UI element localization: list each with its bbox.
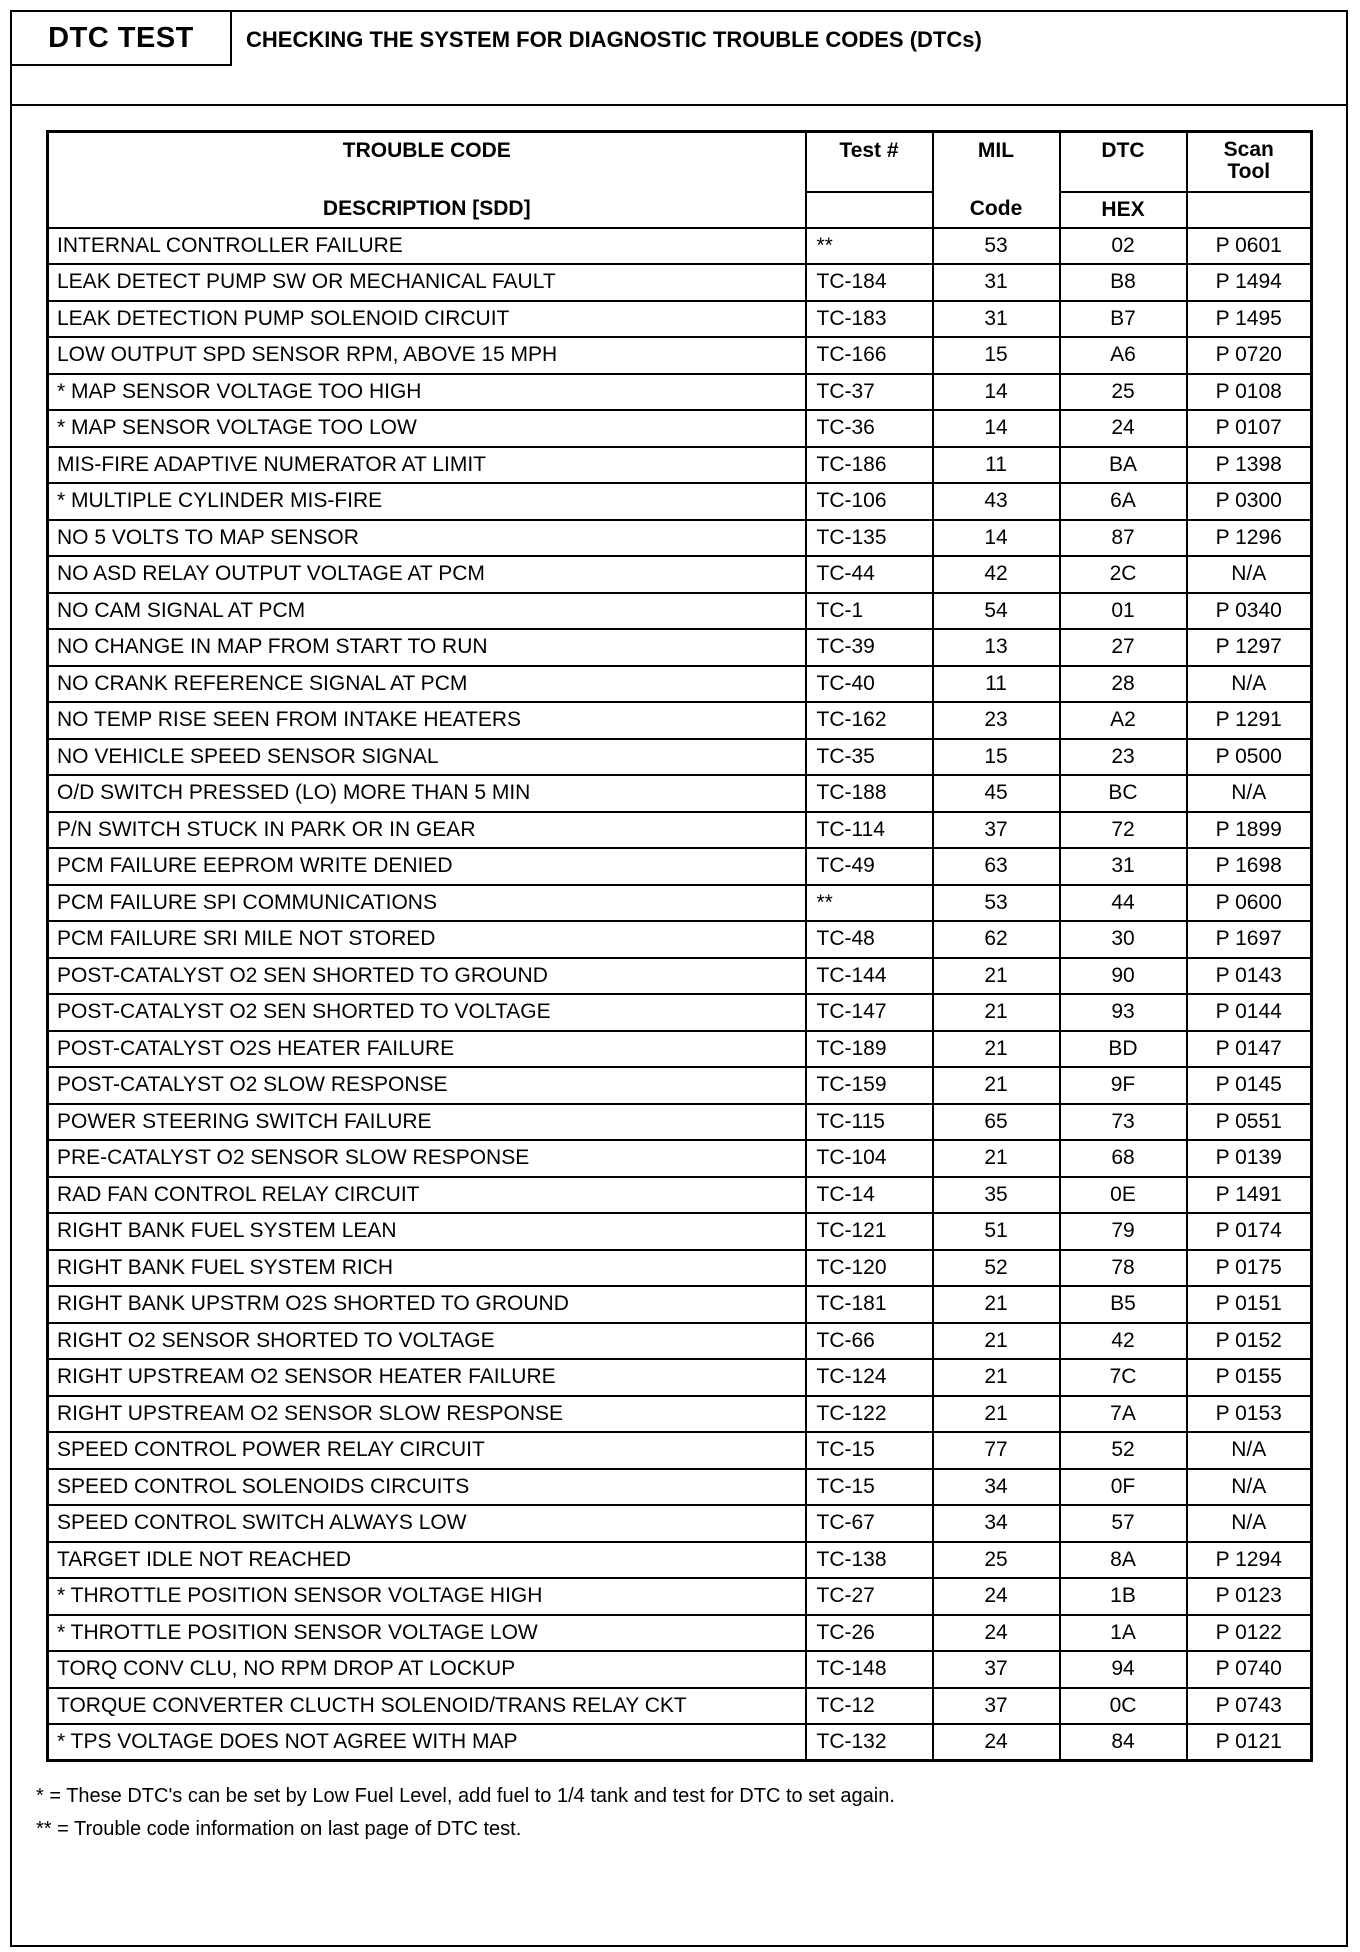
cell-dtc-hex: 44 (1060, 885, 1187, 922)
cell-dtc-hex: B7 (1060, 301, 1187, 338)
cell-test-number: TC-104 (806, 1140, 933, 1177)
cell-scan-tool: P 0108 (1187, 374, 1312, 411)
cell-mil-code: 52 (933, 1250, 1060, 1287)
cell-scan-tool: N/A (1187, 775, 1312, 812)
table-row (48, 1505, 1312, 1542)
cell-scan-tool: P 0600 (1187, 885, 1312, 922)
cell-scan-tool: P 0152 (1187, 1323, 1312, 1360)
cell-scan-tool: P 0107 (1187, 410, 1312, 447)
table-row (48, 1177, 1312, 1214)
cell-scan-tool: P 0740 (1187, 1651, 1312, 1688)
cell-description: PCM FAILURE EEPROM WRITE DENIED (48, 848, 806, 885)
cell-mil-code: 45 (933, 775, 1060, 812)
cell-mil-code: 37 (933, 1651, 1060, 1688)
cell-mil-code: 21 (933, 1396, 1060, 1433)
cell-mil-code: 35 (933, 1177, 1060, 1214)
cell-mil-code: 21 (933, 1286, 1060, 1323)
cell-test-number: TC-135 (806, 520, 933, 557)
cell-mil-code: 21 (933, 1067, 1060, 1104)
cell-test-number: TC-144 (806, 958, 933, 995)
cell-test-number: TC-12 (806, 1688, 933, 1725)
cell-description: POWER STEERING SWITCH FAILURE (48, 1104, 806, 1141)
cell-mil-code: 14 (933, 520, 1060, 557)
cell-mil-code: 11 (933, 447, 1060, 484)
table-row (48, 1432, 1312, 1469)
cell-mil-code: 21 (933, 958, 1060, 995)
cell-scan-tool: P 1291 (1187, 702, 1312, 739)
cell-description: PRE-CATALYST O2 SENSOR SLOW RESPONSE (48, 1140, 806, 1177)
cell-description: SPEED CONTROL SOLENOIDS CIRCUITS (48, 1469, 806, 1506)
cell-description: NO CHANGE IN MAP FROM START TO RUN (48, 629, 806, 666)
table-row (48, 1104, 1312, 1141)
cell-mil-code: 63 (933, 848, 1060, 885)
table-row (48, 1286, 1312, 1323)
table-row (48, 264, 1312, 301)
cell-mil-code: 13 (933, 629, 1060, 666)
cell-test-number: TC-106 (806, 483, 933, 520)
cell-scan-tool: N/A (1187, 666, 1312, 703)
cell-mil-code: 15 (933, 739, 1060, 776)
cell-dtc-hex: 7C (1060, 1359, 1187, 1396)
cell-dtc-hex: B5 (1060, 1286, 1187, 1323)
table-row (48, 1396, 1312, 1433)
cell-description: * THROTTLE POSITION SENSOR VOLTAGE LOW (48, 1615, 806, 1652)
cell-description: TARGET IDLE NOT REACHED (48, 1542, 806, 1579)
cell-dtc-hex: 28 (1060, 666, 1187, 703)
header-test-blank (806, 192, 933, 228)
cell-scan-tool: N/A (1187, 1505, 1312, 1542)
cell-description: * THROTTLE POSITION SENSOR VOLTAGE HIGH (48, 1578, 806, 1615)
table-row (48, 228, 1312, 265)
cell-description: RIGHT UPSTREAM O2 SENSOR HEATER FAILURE (48, 1359, 806, 1396)
header-description: DESCRIPTION [SDD] (48, 192, 806, 228)
table-row (48, 1250, 1312, 1287)
table-row (48, 1067, 1312, 1104)
cell-description: PCM FAILURE SRI MILE NOT STORED (48, 921, 806, 958)
dtc-table-body (48, 228, 1312, 1761)
cell-mil-code: 24 (933, 1724, 1060, 1761)
cell-test-number: TC-120 (806, 1250, 933, 1287)
cell-test-number: TC-148 (806, 1651, 933, 1688)
cell-description: RIGHT UPSTREAM O2 SENSOR SLOW RESPONSE (48, 1396, 806, 1433)
header-scan-line1: Scan (1223, 138, 1274, 161)
cell-description: POST-CATALYST O2S HEATER FAILURE (48, 1031, 806, 1068)
cell-dtc-hex: BD (1060, 1031, 1187, 1068)
cell-test-number: TC-14 (806, 1177, 933, 1214)
cell-description: * TPS VOLTAGE DOES NOT AGREE WITH MAP (48, 1724, 806, 1761)
dtc-table-container (46, 130, 1310, 1762)
cell-scan-tool: P 0175 (1187, 1250, 1312, 1287)
table-row (48, 994, 1312, 1031)
cell-dtc-hex: 57 (1060, 1505, 1187, 1542)
table-row (48, 629, 1312, 666)
table-row (48, 1469, 1312, 1506)
cell-scan-tool: P 0143 (1187, 958, 1312, 995)
cell-test-number: TC-67 (806, 1505, 933, 1542)
cell-mil-code: 37 (933, 812, 1060, 849)
cell-dtc-hex: 84 (1060, 1724, 1187, 1761)
cell-scan-tool: P 1398 (1187, 447, 1312, 484)
cell-mil-code: 25 (933, 1542, 1060, 1579)
table-row (48, 1359, 1312, 1396)
table-row (48, 1688, 1312, 1725)
cell-scan-tool: P 0147 (1187, 1031, 1312, 1068)
table-row (48, 447, 1312, 484)
cell-test-number: TC-147 (806, 994, 933, 1031)
cell-description: LEAK DETECTION PUMP SOLENOID CIRCUIT (48, 301, 806, 338)
cell-scan-tool: P 0139 (1187, 1140, 1312, 1177)
cell-scan-tool: P 0720 (1187, 337, 1312, 374)
cell-description: RIGHT BANK UPSTRM O2S SHORTED TO GROUND (48, 1286, 806, 1323)
table-row (48, 775, 1312, 812)
cell-scan-tool: P 0743 (1187, 1688, 1312, 1725)
cell-mil-code: 21 (933, 1031, 1060, 1068)
cell-description: NO TEMP RISE SEEN FROM INTAKE HEATERS (48, 702, 806, 739)
cell-test-number: TC-66 (806, 1323, 933, 1360)
header-hex: HEX (1060, 192, 1187, 228)
cell-dtc-hex: 42 (1060, 1323, 1187, 1360)
table-row (48, 593, 1312, 630)
cell-test-number: TC-37 (806, 374, 933, 411)
table-row (48, 1651, 1312, 1688)
header-scan-blank (1187, 192, 1312, 228)
cell-dtc-hex: 27 (1060, 629, 1187, 666)
cell-description: RIGHT BANK FUEL SYSTEM LEAN (48, 1213, 806, 1250)
cell-dtc-hex: 72 (1060, 812, 1187, 849)
table-row (48, 848, 1312, 885)
cell-scan-tool: P 1296 (1187, 520, 1312, 557)
cell-description: LEAK DETECT PUMP SW OR MECHANICAL FAULT (48, 264, 806, 301)
cell-scan-tool: P 1491 (1187, 1177, 1312, 1214)
cell-dtc-hex: A6 (1060, 337, 1187, 374)
cell-description: NO 5 VOLTS TO MAP SENSOR (48, 520, 806, 557)
cell-scan-tool: P 0145 (1187, 1067, 1312, 1104)
table-row (48, 556, 1312, 593)
cell-dtc-hex: 78 (1060, 1250, 1187, 1287)
cell-dtc-hex: 73 (1060, 1104, 1187, 1141)
cell-description: SPEED CONTROL POWER RELAY CIRCUIT (48, 1432, 806, 1469)
footnote-double-star: ** = Trouble code information on last page of DTC test. (36, 1818, 522, 1840)
cell-description: NO ASD RELAY OUTPUT VOLTAGE AT PCM (48, 556, 806, 593)
cell-mil-code: 62 (933, 921, 1060, 958)
cell-test-number: TC-49 (806, 848, 933, 885)
cell-description: RAD FAN CONTROL RELAY CIRCUIT (48, 1177, 806, 1214)
cell-description: P/N SWITCH STUCK IN PARK OR IN GEAR (48, 812, 806, 849)
cell-test-number: TC-115 (806, 1104, 933, 1141)
section-label: DTC TEST (10, 10, 232, 66)
cell-test-number: TC-189 (806, 1031, 933, 1068)
cell-scan-tool: P 1698 (1187, 848, 1312, 885)
table-row (48, 520, 1312, 557)
cell-dtc-hex: 02 (1060, 228, 1187, 265)
cell-dtc-hex: 0F (1060, 1469, 1187, 1506)
cell-description: RIGHT BANK FUEL SYSTEM RICH (48, 1250, 806, 1287)
cell-scan-tool: N/A (1187, 1432, 1312, 1469)
table-row (48, 885, 1312, 922)
cell-description: MIS-FIRE ADAPTIVE NUMERATOR AT LIMIT (48, 447, 806, 484)
cell-dtc-hex: 94 (1060, 1651, 1187, 1688)
cell-mil-code: 14 (933, 374, 1060, 411)
cell-mil-code: 21 (933, 1140, 1060, 1177)
cell-description: * MULTIPLE CYLINDER MIS-FIRE (48, 483, 806, 520)
cell-description: * MAP SENSOR VOLTAGE TOO HIGH (48, 374, 806, 411)
cell-mil-code: 21 (933, 994, 1060, 1031)
cell-test-number: TC-121 (806, 1213, 933, 1250)
cell-scan-tool: P 1297 (1187, 629, 1312, 666)
cell-test-number: ** (806, 885, 933, 922)
table-row (48, 1542, 1312, 1579)
cell-mil-code: 31 (933, 301, 1060, 338)
cell-test-number: TC-114 (806, 812, 933, 849)
cell-test-number: TC-162 (806, 702, 933, 739)
cell-test-number: TC-184 (806, 264, 933, 301)
cell-scan-tool: P 0151 (1187, 1286, 1312, 1323)
table-row (48, 337, 1312, 374)
cell-mil-code: 24 (933, 1578, 1060, 1615)
cell-test-number: TC-183 (806, 301, 933, 338)
table-row (48, 812, 1312, 849)
table-row (48, 739, 1312, 776)
cell-test-number: TC-15 (806, 1432, 933, 1469)
header-mil-code: Code (933, 192, 1060, 228)
cell-test-number: TC-36 (806, 410, 933, 447)
cell-dtc-hex: BA (1060, 447, 1187, 484)
dtc-table (46, 130, 1313, 1762)
cell-description: PCM FAILURE SPI COMMUNICATIONS (48, 885, 806, 922)
cell-scan-tool: P 0601 (1187, 228, 1312, 265)
cell-scan-tool: P 0123 (1187, 1578, 1312, 1615)
cell-dtc-hex: A2 (1060, 702, 1187, 739)
header-mil: MIL (933, 132, 1060, 192)
table-row (48, 1578, 1312, 1615)
cell-description: NO CAM SIGNAL AT PCM (48, 593, 806, 630)
cell-dtc-hex: 6A (1060, 483, 1187, 520)
cell-scan-tool: P 0122 (1187, 1615, 1312, 1652)
cell-dtc-hex: 68 (1060, 1140, 1187, 1177)
cell-scan-tool: P 0144 (1187, 994, 1312, 1031)
table-row (48, 666, 1312, 703)
cell-mil-code: 21 (933, 1323, 1060, 1360)
cell-scan-tool: P 0300 (1187, 483, 1312, 520)
footnotes (36, 1780, 1296, 1846)
cell-description: TORQUE CONVERTER CLUCTH SOLENOID/TRANS RELAY CKT (48, 1688, 806, 1725)
cell-mil-code: 53 (933, 228, 1060, 265)
cell-scan-tool: N/A (1187, 1469, 1312, 1506)
cell-mil-code: 65 (933, 1104, 1060, 1141)
cell-test-number: TC-1 (806, 593, 933, 630)
cell-mil-code: 43 (933, 483, 1060, 520)
cell-mil-code: 21 (933, 1359, 1060, 1396)
cell-mil-code: 24 (933, 1615, 1060, 1652)
cell-test-number: TC-186 (806, 447, 933, 484)
cell-description: * MAP SENSOR VOLTAGE TOO LOW (48, 410, 806, 447)
table-row (48, 921, 1312, 958)
table-row (48, 1031, 1312, 1068)
table-row (48, 1323, 1312, 1360)
cell-dtc-hex: 1A (1060, 1615, 1187, 1652)
table-row (48, 702, 1312, 739)
cell-mil-code: 23 (933, 702, 1060, 739)
cell-scan-tool: P 0551 (1187, 1104, 1312, 1141)
table-row (48, 1615, 1312, 1652)
cell-dtc-hex: 79 (1060, 1213, 1187, 1250)
table-row (48, 1213, 1312, 1250)
cell-scan-tool: P 0153 (1187, 1396, 1312, 1433)
table-row (48, 483, 1312, 520)
cell-test-number: ** (806, 228, 933, 265)
cell-scan-tool: P 0340 (1187, 593, 1312, 630)
cell-description: NO CRANK REFERENCE SIGNAL AT PCM (48, 666, 806, 703)
cell-scan-tool: P 1294 (1187, 1542, 1312, 1579)
cell-mil-code: 34 (933, 1469, 1060, 1506)
cell-test-number: TC-44 (806, 556, 933, 593)
cell-dtc-hex: 31 (1060, 848, 1187, 885)
cell-description: NO VEHICLE SPEED SENSOR SIGNAL (48, 739, 806, 776)
table-row (48, 958, 1312, 995)
cell-test-number: TC-138 (806, 1542, 933, 1579)
table-row (48, 1724, 1312, 1761)
cell-test-number: TC-48 (806, 921, 933, 958)
cell-dtc-hex: BC (1060, 775, 1187, 812)
cell-test-number: TC-124 (806, 1359, 933, 1396)
cell-dtc-hex: 7A (1060, 1396, 1187, 1433)
cell-scan-tool: P 1899 (1187, 812, 1312, 849)
cell-test-number: TC-15 (806, 1469, 933, 1506)
cell-description: POST-CATALYST O2 SEN SHORTED TO GROUND (48, 958, 806, 995)
cell-mil-code: 37 (933, 1688, 1060, 1725)
cell-mil-code: 53 (933, 885, 1060, 922)
cell-dtc-hex: 25 (1060, 374, 1187, 411)
cell-dtc-hex: 01 (1060, 593, 1187, 630)
cell-scan-tool: P 0500 (1187, 739, 1312, 776)
cell-test-number: TC-27 (806, 1578, 933, 1615)
cell-description: RIGHT O2 SENSOR SHORTED TO VOLTAGE (48, 1323, 806, 1360)
cell-description: POST-CATALYST O2 SEN SHORTED TO VOLTAGE (48, 994, 806, 1031)
cell-description: SPEED CONTROL SWITCH ALWAYS LOW (48, 1505, 806, 1542)
cell-scan-tool: N/A (1187, 556, 1312, 593)
page-title: CHECKING THE SYSTEM FOR DIAGNOSTIC TROUBLE CODES (DTCs) (246, 27, 982, 52)
header-trouble-code: TROUBLE CODE (48, 132, 806, 192)
table-row (48, 374, 1312, 411)
cell-description: POST-CATALYST O2 SLOW RESPONSE (48, 1067, 806, 1104)
cell-mil-code: 14 (933, 410, 1060, 447)
cell-dtc-hex: B8 (1060, 264, 1187, 301)
cell-test-number: TC-166 (806, 337, 933, 374)
cell-dtc-hex: 0C (1060, 1688, 1187, 1725)
cell-scan-tool: P 1697 (1187, 921, 1312, 958)
header-scan-line2: Tool (1227, 160, 1271, 183)
table-row (48, 410, 1312, 447)
cell-mil-code: 51 (933, 1213, 1060, 1250)
cell-mil-code: 54 (933, 593, 1060, 630)
header-test-number: Test # (806, 132, 933, 192)
cell-mil-code: 15 (933, 337, 1060, 374)
cell-mil-code: 11 (933, 666, 1060, 703)
cell-dtc-hex: 0E (1060, 1177, 1187, 1214)
cell-test-number: TC-39 (806, 629, 933, 666)
cell-scan-tool: P 0155 (1187, 1359, 1312, 1396)
cell-scan-tool: P 0121 (1187, 1724, 1312, 1761)
cell-dtc-hex: 8A (1060, 1542, 1187, 1579)
cell-dtc-hex: 93 (1060, 994, 1187, 1031)
cell-dtc-hex: 23 (1060, 739, 1187, 776)
cell-description: TORQ CONV CLU, NO RPM DROP AT LOCKUP (48, 1651, 806, 1688)
cell-scan-tool: P 1494 (1187, 264, 1312, 301)
cell-test-number: TC-35 (806, 739, 933, 776)
cell-dtc-hex: 1B (1060, 1578, 1187, 1615)
cell-mil-code: 42 (933, 556, 1060, 593)
cell-dtc-hex: 2C (1060, 556, 1187, 593)
cell-dtc-hex: 9F (1060, 1067, 1187, 1104)
cell-mil-code: 31 (933, 264, 1060, 301)
cell-dtc-hex: 90 (1060, 958, 1187, 995)
cell-test-number: TC-40 (806, 666, 933, 703)
cell-test-number: TC-122 (806, 1396, 933, 1433)
cell-mil-code: 77 (933, 1432, 1060, 1469)
cell-scan-tool: P 0174 (1187, 1213, 1312, 1250)
cell-test-number: TC-181 (806, 1286, 933, 1323)
cell-description: INTERNAL CONTROLLER FAILURE (48, 228, 806, 265)
cell-test-number: TC-159 (806, 1067, 933, 1104)
cell-dtc-hex: 24 (1060, 410, 1187, 447)
header-scan-tool (1187, 132, 1312, 192)
cell-test-number: TC-26 (806, 1615, 933, 1652)
cell-test-number: TC-188 (806, 775, 933, 812)
cell-test-number: TC-132 (806, 1724, 933, 1761)
table-row (48, 301, 1312, 338)
cell-description: LOW OUTPUT SPD SENSOR RPM, ABOVE 15 MPH (48, 337, 806, 374)
cell-dtc-hex: 52 (1060, 1432, 1187, 1469)
header-dtc: DTC (1060, 132, 1187, 192)
cell-scan-tool: P 1495 (1187, 301, 1312, 338)
cell-description: O/D SWITCH PRESSED (LO) MORE THAN 5 MIN (48, 775, 806, 812)
table-row (48, 1140, 1312, 1177)
cell-dtc-hex: 87 (1060, 520, 1187, 557)
cell-mil-code: 34 (933, 1505, 1060, 1542)
cell-dtc-hex: 30 (1060, 921, 1187, 958)
footnote-single-star: * = These DTC's can be set by Low Fuel Level, add fuel to 1/4 tank and test for DTC to set again. (36, 1785, 895, 1807)
